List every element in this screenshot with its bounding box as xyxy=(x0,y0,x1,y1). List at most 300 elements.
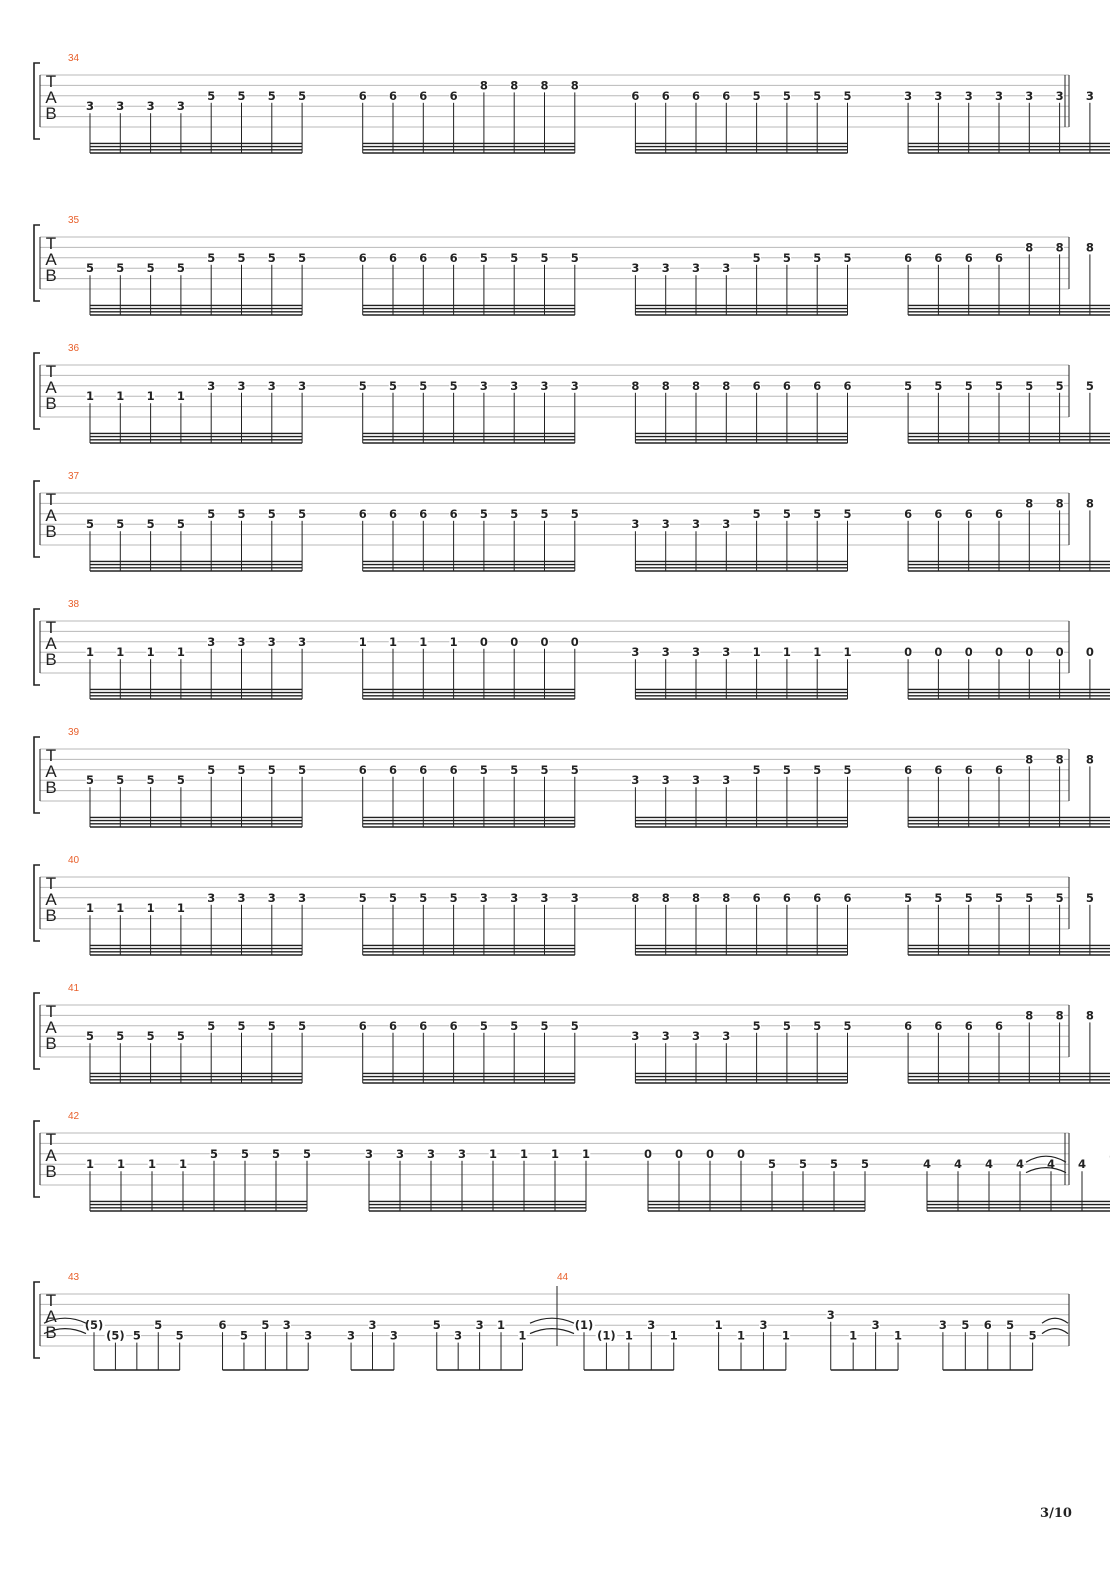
fret-number: 3 xyxy=(691,773,701,788)
fret-number: 5 xyxy=(116,517,125,532)
fret-number: 5 xyxy=(176,517,185,532)
fret-number: 1 xyxy=(85,645,95,660)
fret-number: 6 xyxy=(994,506,1004,521)
fret-number: 5 xyxy=(132,1328,141,1343)
tab-clef-letter: A xyxy=(45,88,57,107)
fret-number: 3 xyxy=(207,890,216,905)
fret-number: 5 xyxy=(1025,378,1034,393)
fret-number: 1 xyxy=(737,1328,746,1343)
fret-number: 3 xyxy=(691,261,701,276)
fret-number: 0 xyxy=(570,634,579,649)
system-bracket xyxy=(34,993,40,1069)
fret-number: 8 xyxy=(631,890,640,905)
fret-number: 3 xyxy=(631,773,640,788)
fret-number: 6 xyxy=(994,762,1004,777)
fret-number: 3 xyxy=(661,645,670,660)
fret-number: 3 xyxy=(691,517,701,532)
fret-number: 8 xyxy=(631,378,640,393)
fret-number: 6 xyxy=(964,762,973,777)
fret-number: 6 xyxy=(449,762,458,777)
tab-clef-letter: T xyxy=(45,362,57,381)
fret-number: 8 xyxy=(1055,240,1064,255)
fret-number: 1 xyxy=(116,1157,126,1172)
system-bracket xyxy=(34,63,40,139)
fret-number: 3 xyxy=(631,1029,640,1044)
fret-number: 6 xyxy=(631,88,640,103)
fret-number: 5 xyxy=(240,1146,250,1161)
fret-number: 6 xyxy=(934,1018,943,1033)
fret-number: 3 xyxy=(282,1318,291,1333)
fret-number: 6 xyxy=(419,1018,428,1033)
tab-clef-letter: A xyxy=(45,634,57,653)
tie-arc xyxy=(530,1329,574,1334)
fret-number: 6 xyxy=(994,1018,1004,1033)
fret-number: 5 xyxy=(176,261,185,276)
fret-number: (5) xyxy=(84,1318,104,1333)
fret-number: 3 xyxy=(426,1146,436,1161)
fret-number: 8 xyxy=(510,78,519,93)
fret-number: 5 xyxy=(843,250,852,265)
fret-number: 3 xyxy=(364,1146,374,1161)
fret-number: 6 xyxy=(904,250,913,265)
fret-number: 5 xyxy=(798,1157,808,1172)
tab-clef-letter: B xyxy=(45,522,57,541)
tab-clef-letter: A xyxy=(45,250,57,269)
fret-number: 5 xyxy=(358,890,367,905)
fret-number: 5 xyxy=(813,1018,822,1033)
fret-number: 3 xyxy=(691,1029,701,1044)
fret-number: 3 xyxy=(661,517,670,532)
fret-number: 5 xyxy=(85,1029,95,1044)
fret-number: 1 xyxy=(116,901,125,916)
fret-number: 1 xyxy=(781,1328,790,1343)
tab-clef-letter: A xyxy=(45,1146,57,1165)
fret-number: 1 xyxy=(813,645,822,660)
fret-number: 0 xyxy=(934,645,943,660)
fret-number: 1 xyxy=(752,645,761,660)
fret-number: 8 xyxy=(661,378,670,393)
fret-number: 5 xyxy=(570,762,579,777)
measure-number: 36 xyxy=(68,343,80,354)
measure-number: 34 xyxy=(68,53,80,64)
fret-number: 5 xyxy=(85,261,95,276)
tab-clef-letter: B xyxy=(45,266,57,285)
tab-clef-letter: T xyxy=(45,746,57,765)
fret-number: 5 xyxy=(449,378,458,393)
measure-number: 39 xyxy=(68,727,80,738)
fret-number: 5 xyxy=(358,378,367,393)
fret-number: 4 xyxy=(1046,1157,1056,1172)
fret-number: 5 xyxy=(570,1018,579,1033)
fret-number: 8 xyxy=(1085,752,1094,767)
fret-number: 3 xyxy=(116,99,125,114)
system-bracket xyxy=(34,609,40,685)
fret-number: 6 xyxy=(218,1318,227,1333)
tab-clef-letter: T xyxy=(45,618,57,637)
fret-number: 5 xyxy=(419,890,428,905)
fret-number: 3 xyxy=(146,99,155,114)
fret-number: 0 xyxy=(994,645,1004,660)
fret-number: 0 xyxy=(1025,645,1034,660)
fret-number: 5 xyxy=(388,378,398,393)
fret-number: 3 xyxy=(540,378,549,393)
fret-number: 5 xyxy=(510,1018,519,1033)
fret-number: 5 xyxy=(175,1328,184,1343)
fret-number: 1 xyxy=(497,1318,506,1333)
fret-number: 1 xyxy=(176,645,185,660)
fret-number: 5 xyxy=(782,250,791,265)
fret-number: 3 xyxy=(826,1307,835,1322)
fret-number: 1 xyxy=(176,389,185,404)
fret-number: 1 xyxy=(419,634,428,649)
fret-number: 5 xyxy=(510,250,519,265)
fret-number: 6 xyxy=(358,250,367,265)
fret-number: 5 xyxy=(154,1318,163,1333)
fret-number: 5 xyxy=(843,762,852,777)
fret-number: 3 xyxy=(457,1146,467,1161)
fret-number: 5 xyxy=(782,88,791,103)
fret-number: 5 xyxy=(176,1029,185,1044)
fret-number: 5 xyxy=(752,250,761,265)
fret-number: 8 xyxy=(1025,496,1034,511)
fret-number: 1 xyxy=(894,1328,903,1343)
fret-number: 3 xyxy=(938,1318,947,1333)
fret-number: 5 xyxy=(261,1318,270,1333)
fret-number: 3 xyxy=(631,645,640,660)
fret-number: 3 xyxy=(304,1328,313,1343)
fret-number: 6 xyxy=(691,88,701,103)
tab-clef-letter: A xyxy=(45,890,57,909)
fret-number: 5 xyxy=(843,88,852,103)
tab-clef-letter: A xyxy=(45,378,57,397)
fret-number: 1 xyxy=(146,645,155,660)
fret-number: 6 xyxy=(419,88,428,103)
fret-number: 3 xyxy=(691,645,701,660)
fret-number: 3 xyxy=(570,378,579,393)
fret-number: 3 xyxy=(479,890,488,905)
fret-number: 5 xyxy=(813,506,822,521)
fret-number: 8 xyxy=(691,890,701,905)
fret-number: 1 xyxy=(581,1146,591,1161)
fret-number: 1 xyxy=(176,901,185,916)
system-bracket xyxy=(34,225,40,301)
fret-number: 3 xyxy=(298,890,307,905)
fret-number: 4 xyxy=(1015,1157,1025,1172)
fret-number: 6 xyxy=(813,890,822,905)
fret-number: 3 xyxy=(85,99,95,114)
fret-number: (5) xyxy=(106,1328,125,1343)
fret-number: 0 xyxy=(904,645,913,660)
fret-number: 5 xyxy=(829,1157,839,1172)
tab-clef-letter: A xyxy=(45,506,57,525)
fret-number: 3 xyxy=(631,517,640,532)
fret-number: 3 xyxy=(510,378,519,393)
fret-number: 3 xyxy=(631,261,640,276)
fret-number: 1 xyxy=(146,389,155,404)
measure-number: 41 xyxy=(68,983,80,994)
fret-number: 5 xyxy=(237,762,246,777)
fret-number: 3 xyxy=(647,1318,656,1333)
tab-clef-letter: B xyxy=(45,906,57,925)
measure-number: 38 xyxy=(68,599,80,610)
fret-number: 3 xyxy=(267,378,276,393)
fret-number: 1 xyxy=(85,901,95,916)
fret-number: 1 xyxy=(843,645,852,660)
fret-number: 8 xyxy=(1025,240,1034,255)
fret-number: 6 xyxy=(904,762,913,777)
fret-number: 3 xyxy=(510,890,519,905)
fret-number: 5 xyxy=(271,1146,281,1161)
fret-number: 5 xyxy=(207,250,216,265)
tab-clef-letter: T xyxy=(45,874,57,893)
fret-number: 3 xyxy=(298,378,307,393)
fret-number: 5 xyxy=(510,762,519,777)
fret-number: 5 xyxy=(964,378,973,393)
fret-number: 3 xyxy=(176,99,185,114)
fret-number: 5 xyxy=(510,506,519,521)
measure-number: 37 xyxy=(68,471,80,482)
fret-number: 5 xyxy=(1025,890,1034,905)
fret-number: 5 xyxy=(904,378,913,393)
fret-number: 5 xyxy=(116,261,125,276)
fret-number: 3 xyxy=(661,1029,670,1044)
fret-number: 0 xyxy=(1085,645,1094,660)
fret-number: 3 xyxy=(904,88,913,103)
fret-number: 1 xyxy=(388,634,398,649)
tab-clef-letter: T xyxy=(45,1002,57,1021)
fret-number: 3 xyxy=(722,261,731,276)
fret-number: 1 xyxy=(146,901,155,916)
tab-clef-letter: A xyxy=(45,762,57,781)
fret-number: 6 xyxy=(449,250,458,265)
measure-number: 35 xyxy=(68,215,80,226)
fret-number: 1 xyxy=(669,1328,678,1343)
fret-number: 5 xyxy=(302,1146,312,1161)
fret-number: 0 xyxy=(964,645,973,660)
fret-number: 3 xyxy=(347,1328,356,1343)
fret-number: 0 xyxy=(736,1146,746,1161)
tab-clef-letter: B xyxy=(45,650,57,669)
fret-number: 5 xyxy=(904,890,913,905)
fret-number: 5 xyxy=(961,1318,970,1333)
fret-number: 0 xyxy=(510,634,519,649)
fret-number: 5 xyxy=(267,88,276,103)
fret-number: 0 xyxy=(479,634,488,649)
fret-number: 5 xyxy=(540,250,549,265)
fret-number: 6 xyxy=(449,506,458,521)
fret-number: 8 xyxy=(722,890,731,905)
fret-number: 1 xyxy=(782,645,791,660)
tab-clef-letter: B xyxy=(45,1162,57,1181)
fret-number: 6 xyxy=(388,1018,398,1033)
fret-number: 5 xyxy=(934,890,943,905)
fret-number: 5 xyxy=(782,1018,791,1033)
fret-number: 1 xyxy=(624,1328,633,1343)
fret-number: 8 xyxy=(540,78,549,93)
fret-number: 6 xyxy=(782,890,791,905)
fret-number: 3 xyxy=(934,88,943,103)
fret-number: 3 xyxy=(368,1318,377,1333)
fret-number: 3 xyxy=(722,645,731,660)
fret-number: 6 xyxy=(752,378,761,393)
fret-number: 5 xyxy=(1028,1328,1037,1343)
fret-number: 6 xyxy=(388,762,398,777)
fret-number: 3 xyxy=(298,634,307,649)
fret-number: 4 xyxy=(953,1157,963,1172)
fret-number: 8 xyxy=(1055,752,1064,767)
fret-number: 5 xyxy=(479,506,488,521)
fret-number: 5 xyxy=(860,1157,870,1172)
fret-number: 6 xyxy=(358,88,367,103)
fret-number: 1 xyxy=(116,389,125,404)
fret-number: 1 xyxy=(178,1157,188,1172)
fret-number: 8 xyxy=(691,378,701,393)
fret-number: 5 xyxy=(146,517,155,532)
tie-arc xyxy=(1042,1318,1068,1323)
fret-number: 5 xyxy=(752,1018,761,1033)
fret-number: 5 xyxy=(146,261,155,276)
fret-number: 5 xyxy=(267,250,276,265)
system-bracket xyxy=(34,481,40,557)
fret-number: 3 xyxy=(1085,88,1094,103)
fret-number: 3 xyxy=(1055,88,1064,103)
fret-number: 6 xyxy=(358,1018,367,1033)
fret-number: 8 xyxy=(661,890,670,905)
fret-number: 5 xyxy=(752,506,761,521)
fret-number: 6 xyxy=(419,506,428,521)
fret-number: 3 xyxy=(207,378,216,393)
tab-clef-letter: T xyxy=(45,234,57,253)
fret-number: 6 xyxy=(813,378,822,393)
fret-number: (1) xyxy=(597,1328,616,1343)
fret-number: 3 xyxy=(871,1318,880,1333)
fret-number: 6 xyxy=(994,250,1004,265)
tab-clef-letter: B xyxy=(45,104,57,123)
tab-clef-letter: T xyxy=(45,490,57,509)
fret-number: 5 xyxy=(843,1018,852,1033)
tab-clef-letter: B xyxy=(45,1034,57,1053)
fret-number: 5 xyxy=(298,762,307,777)
fret-number: 5 xyxy=(843,506,852,521)
measure-number: 43 xyxy=(68,1272,80,1283)
fret-number: 0 xyxy=(540,634,549,649)
fret-number: 3 xyxy=(454,1328,463,1343)
fret-number: 1 xyxy=(518,1328,527,1343)
fret-number: 5 xyxy=(116,1029,125,1044)
system-bracket xyxy=(34,865,40,941)
fret-number: 1 xyxy=(550,1146,560,1161)
fret-number: 8 xyxy=(570,78,579,93)
fret-number: 3 xyxy=(722,517,731,532)
fret-number: 8 xyxy=(1085,496,1094,511)
fret-number: 5 xyxy=(1055,890,1064,905)
fret-number: 5 xyxy=(994,890,1004,905)
fret-number: 1 xyxy=(85,389,95,404)
fret-number: 5 xyxy=(964,890,973,905)
fret-number: 5 xyxy=(432,1318,441,1333)
fret-number: 6 xyxy=(419,762,428,777)
fret-number: 6 xyxy=(904,1018,913,1033)
fret-number: 6 xyxy=(419,250,428,265)
fret-number: 5 xyxy=(237,506,246,521)
fret-number: 6 xyxy=(358,506,367,521)
fret-number: 5 xyxy=(176,773,185,788)
tie-arc xyxy=(1042,1329,1068,1334)
fret-number: 5 xyxy=(1085,890,1094,905)
fret-number: 3 xyxy=(237,378,246,393)
system-bracket xyxy=(34,1121,40,1197)
fret-number: 5 xyxy=(207,1018,216,1033)
fret-number: 3 xyxy=(207,634,216,649)
fret-number: 6 xyxy=(358,762,367,777)
fret-number: 6 xyxy=(934,762,943,777)
fret-number: 6 xyxy=(843,890,852,905)
fret-number: 8 xyxy=(1085,240,1094,255)
tab-clef-letter: B xyxy=(45,1323,57,1342)
fret-number: 1 xyxy=(358,634,367,649)
fret-number: 5 xyxy=(479,250,488,265)
tab-clef-letter: T xyxy=(45,1291,57,1310)
fret-number: 5 xyxy=(237,1018,246,1033)
fret-number: 1 xyxy=(449,634,458,649)
fret-number: 5 xyxy=(1006,1318,1015,1333)
fret-number: 6 xyxy=(388,506,398,521)
tab-clef-letter: T xyxy=(45,72,57,91)
fret-number: 0 xyxy=(643,1146,653,1161)
fret-number: 5 xyxy=(994,378,1004,393)
fret-number: 5 xyxy=(267,506,276,521)
fret-number: 1 xyxy=(147,1157,157,1172)
fret-number: 5 xyxy=(570,250,579,265)
fret-number: 5 xyxy=(1085,378,1094,393)
fret-number: 5 xyxy=(209,1146,219,1161)
fret-number: 5 xyxy=(298,88,307,103)
fret-number: 3 xyxy=(994,88,1004,103)
tab-clef-letter: B xyxy=(45,394,57,413)
fret-number: 3 xyxy=(1025,88,1034,103)
fret-number: 5 xyxy=(540,762,549,777)
fret-number: 8 xyxy=(1055,496,1064,511)
fret-number: 5 xyxy=(540,1018,549,1033)
fret-number: 6 xyxy=(752,890,761,905)
fret-number: 5 xyxy=(1055,378,1064,393)
fret-number: 3 xyxy=(661,261,670,276)
system-bracket xyxy=(34,737,40,813)
fret-number: 8 xyxy=(1025,1008,1034,1023)
system-bracket xyxy=(34,353,40,429)
fret-number: 4 xyxy=(1077,1157,1087,1172)
fret-number: 8 xyxy=(722,378,731,393)
fret-number: 8 xyxy=(479,78,488,93)
fret-number: 8 xyxy=(1025,752,1034,767)
fret-number: 8 xyxy=(1055,1008,1064,1023)
measure-number: 42 xyxy=(68,1111,80,1122)
fret-number: 5 xyxy=(767,1157,777,1172)
fret-number: 5 xyxy=(267,762,276,777)
fret-number: 1 xyxy=(488,1146,498,1161)
fret-number: 4 xyxy=(984,1157,994,1172)
fret-number: 5 xyxy=(782,762,791,777)
fret-number: 6 xyxy=(964,506,973,521)
fret-number: 3 xyxy=(267,890,276,905)
fret-number: 5 xyxy=(207,88,216,103)
fret-number: 5 xyxy=(813,88,822,103)
fret-number: 3 xyxy=(395,1146,405,1161)
fret-number: 6 xyxy=(843,378,852,393)
measure-number: 44 xyxy=(557,1272,569,1283)
fret-number: 6 xyxy=(934,506,943,521)
fret-number: 5 xyxy=(449,890,458,905)
